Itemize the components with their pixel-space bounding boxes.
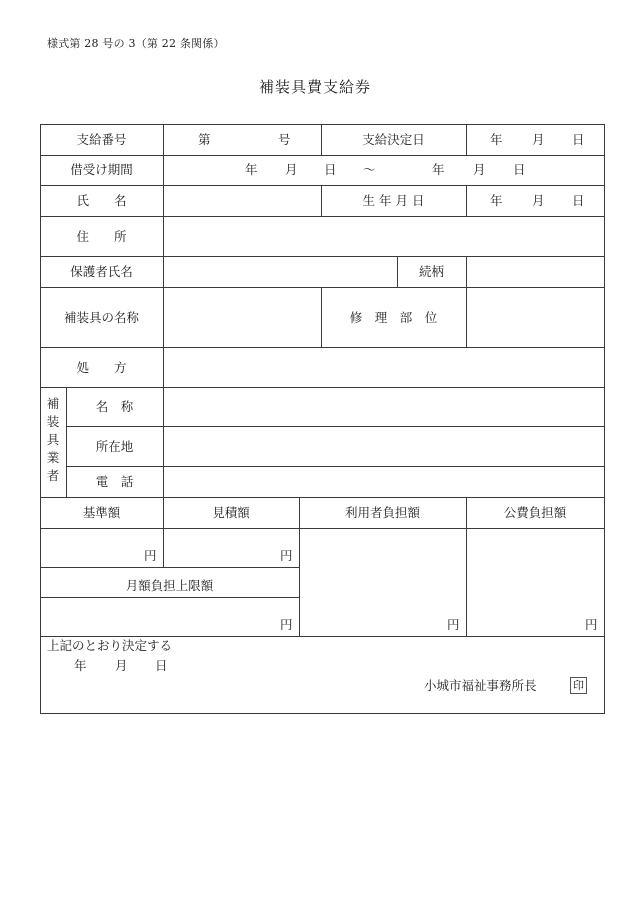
period-start-month: 月 xyxy=(285,162,298,177)
footer-year-label: 年 xyxy=(74,658,87,673)
issuer-name: 小城市福祉事務所長 xyxy=(424,678,537,693)
monthly-cap-label: 月額負担上限額 xyxy=(125,578,214,593)
row-divider xyxy=(40,185,605,186)
vendor-group-char: 者 xyxy=(46,468,60,483)
relationship-label: 続柄 xyxy=(418,264,444,279)
number-go-label: 号 xyxy=(278,132,291,147)
row-divider xyxy=(40,287,605,288)
col-divider xyxy=(466,287,467,347)
decision-day-label: 日 xyxy=(572,132,585,147)
row-divider xyxy=(40,497,605,498)
repair-part-label: 修 理 部 位 xyxy=(349,310,438,325)
col-divider xyxy=(466,124,467,155)
decision-statement: 上記のとおり決定する xyxy=(47,638,173,653)
table-border-right xyxy=(604,124,605,713)
row-divider xyxy=(40,597,299,598)
row-divider xyxy=(66,466,605,467)
table-border-top xyxy=(40,124,605,125)
footer-month-label: 月 xyxy=(115,658,128,673)
period-tilde: ～ xyxy=(363,162,376,177)
col-divider xyxy=(163,124,164,497)
birth-year-label: 年 xyxy=(490,193,503,208)
col-divider xyxy=(466,256,467,287)
monthly-cap-yen-unit: 円 xyxy=(280,617,293,632)
number-dai-label: 第 xyxy=(198,132,211,147)
table-border-bottom xyxy=(40,713,605,714)
table-border-left xyxy=(40,124,41,713)
row-divider xyxy=(40,155,605,156)
period-start-day: 日 xyxy=(324,162,337,177)
device-name-label: 補装具の名称 xyxy=(63,310,139,325)
row-divider xyxy=(40,347,605,348)
row-divider xyxy=(40,567,299,568)
address-label: 住 所 xyxy=(76,229,127,244)
decision-month-label: 月 xyxy=(532,132,545,147)
row-divider xyxy=(40,256,605,257)
decision-year-label: 年 xyxy=(490,132,503,147)
vendor-group-label xyxy=(45,395,61,485)
guardian-name-label: 保護者氏名 xyxy=(70,264,133,279)
decision-date-label: 支給決定日 xyxy=(362,132,425,147)
vendor-name-label: 名 称 xyxy=(95,399,134,414)
period-start-year: 年 xyxy=(245,162,258,177)
estimate-amount-label: 見積額 xyxy=(212,505,250,520)
vendor-group-char: 装 xyxy=(46,414,60,429)
period-end-year: 年 xyxy=(432,162,445,177)
user-burden-yen-unit: 円 xyxy=(447,617,460,632)
birth-day-label: 日 xyxy=(572,193,585,208)
row-divider xyxy=(66,426,605,427)
footer-day-label: 日 xyxy=(155,658,168,673)
row-divider xyxy=(40,387,605,388)
rental-period-label: 借受け期間 xyxy=(70,162,133,177)
prescription-label: 処 方 xyxy=(76,360,127,375)
seal-mark: 印 xyxy=(570,677,587,694)
user-burden-label: 利用者負担額 xyxy=(344,505,420,520)
vendor-location-label: 所在地 xyxy=(95,439,134,454)
row-divider xyxy=(40,528,605,529)
birth-month-label: 月 xyxy=(532,193,545,208)
standard-yen-unit: 円 xyxy=(144,548,157,563)
col-divider xyxy=(466,185,467,216)
period-end-month: 月 xyxy=(473,162,486,177)
form-number-label: 様式第 28 号の 3（第 22 条関係） xyxy=(47,37,225,50)
row-divider xyxy=(40,216,605,217)
period-end-day: 日 xyxy=(513,162,526,177)
public-burden-label: 公費負担額 xyxy=(503,505,567,520)
birth-date-label: 生 年 月 日 xyxy=(362,193,425,208)
vendor-group-char: 補 xyxy=(46,396,60,411)
vendor-group-char: 具 xyxy=(46,432,60,447)
name-label: 氏 名 xyxy=(76,193,127,208)
row-divider xyxy=(40,636,605,637)
payment-number-label: 支給番号 xyxy=(76,132,127,147)
public-burden-yen-unit: 円 xyxy=(585,617,598,632)
estimate-yen-unit: 円 xyxy=(280,548,293,563)
vendor-phone-label: 電 話 xyxy=(95,474,134,489)
standard-amount-label: 基準額 xyxy=(82,505,121,520)
document-title: 補装具費支給券 xyxy=(258,78,371,96)
vendor-group-char: 業 xyxy=(46,450,60,465)
